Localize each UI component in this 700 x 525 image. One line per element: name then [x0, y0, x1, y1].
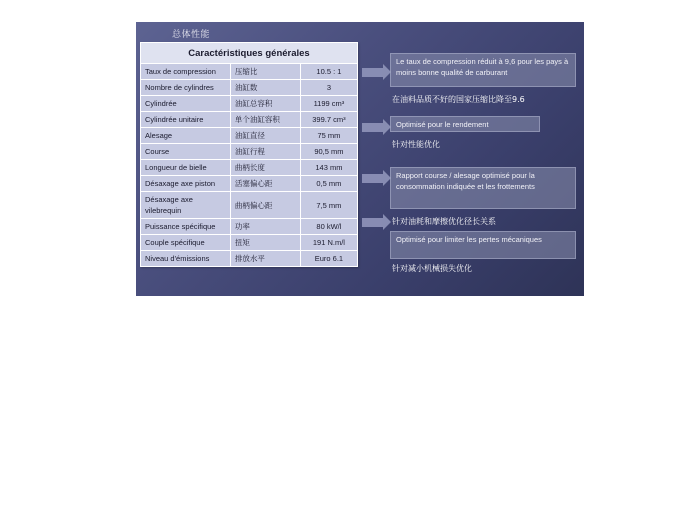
spec-label-zh: 扭矩	[230, 235, 300, 251]
callout-note-mechanical-losses: 针对减小机械损失优化	[392, 264, 472, 273]
spec-value: 3	[300, 80, 357, 96]
spec-value: 7,5 mm	[300, 192, 357, 219]
spec-label-fr: Taux de compression	[141, 64, 231, 80]
spec-label-zh: 压缩比	[230, 64, 300, 80]
table-header-row	[141, 43, 358, 64]
spec-label-fr: Puissance spécifique	[141, 219, 231, 235]
spec-label-zh: 曲柄长度	[230, 160, 300, 176]
slide-title: 总体性能	[172, 29, 211, 39]
spec-label-zh: 油缸数	[230, 80, 300, 96]
table-row	[141, 176, 358, 192]
table-row	[141, 80, 358, 96]
spec-value: 399.7 cm³	[300, 112, 357, 128]
table-row	[141, 251, 358, 267]
spec-value: 10.5 : 1	[300, 64, 357, 80]
table-row	[141, 64, 358, 80]
arrow-right-icon	[362, 123, 384, 132]
spec-label-zh: 油缸行程	[230, 144, 300, 160]
table-title: Caractéristiques générales	[141, 43, 358, 64]
spec-value: 191 N.m/l	[300, 235, 357, 251]
spec-label-fr: Alesage	[141, 128, 231, 144]
table-row	[141, 112, 358, 128]
table-row	[141, 235, 358, 251]
spec-label-zh: 油缸直径	[230, 128, 300, 144]
callout-efficiency: Optimisé pour le rendement	[390, 116, 540, 132]
callout-note-compression-ratio: 在油料品质不好的国家压缩比降至9.6	[392, 95, 525, 104]
table-row	[141, 219, 358, 235]
spec-label-fr: Course	[141, 144, 231, 160]
arrow-right-icon	[362, 218, 384, 227]
spec-label-zh: 功率	[230, 219, 300, 235]
table-row	[141, 192, 358, 219]
spec-label-zh: 油缸总容积	[230, 96, 300, 112]
spec-value: 143 mm	[300, 160, 357, 176]
specifications-table	[140, 42, 358, 267]
spec-label-zh: 活塞偏心距	[230, 176, 300, 192]
spec-label-fr: Désaxage axe vilebrequin	[141, 192, 231, 219]
spec-value: Euro 6.1	[300, 251, 357, 267]
table-row	[141, 96, 358, 112]
spec-value: 0,5 mm	[300, 176, 357, 192]
spec-label-fr: Cylindrée unitaire	[141, 112, 231, 128]
spec-label-zh: 排放水平	[230, 251, 300, 267]
spec-value: 90,5 mm	[300, 144, 357, 160]
spec-label-fr: Niveau d'émissions	[141, 251, 231, 267]
spec-label-fr: Longueur de bielle	[141, 160, 231, 176]
spec-label-zh: 曲柄偏心距	[230, 192, 300, 219]
callout-compression-ratio: Le taux de compression réduit à 9,6 pour les pays à moins bonne qualité de carburant	[390, 53, 576, 87]
spec-label-zh: 单个油缸容积	[230, 112, 300, 128]
spec-label-fr: Désaxage axe piston	[141, 176, 231, 192]
callout-stroke-bore-ratio: Rapport course / alesage optimisé pour la consommation indiquée et les frottements	[390, 167, 576, 209]
callout-note-efficiency: 针对性能优化	[392, 140, 440, 149]
slide-canvas	[136, 22, 584, 296]
spec-label-fr: Cylindrée	[141, 96, 231, 112]
spec-label-fr: Nombre de cylindres	[141, 80, 231, 96]
spec-value: 1199 cm³	[300, 96, 357, 112]
spec-value: 80 kW/l	[300, 219, 357, 235]
table-row	[141, 160, 358, 176]
spec-value: 75 mm	[300, 128, 357, 144]
table-row	[141, 128, 358, 144]
table-row	[141, 144, 358, 160]
arrow-right-icon	[362, 174, 384, 183]
arrow-right-icon	[362, 68, 384, 77]
callout-mechanical-losses: Optimisé pour limiter les pertes mécaniques	[390, 231, 576, 259]
callout-note-stroke-bore-ratio: 针对油耗和摩擦优化径长关系	[392, 217, 496, 226]
spec-label-fr: Couple spécifique	[141, 235, 231, 251]
